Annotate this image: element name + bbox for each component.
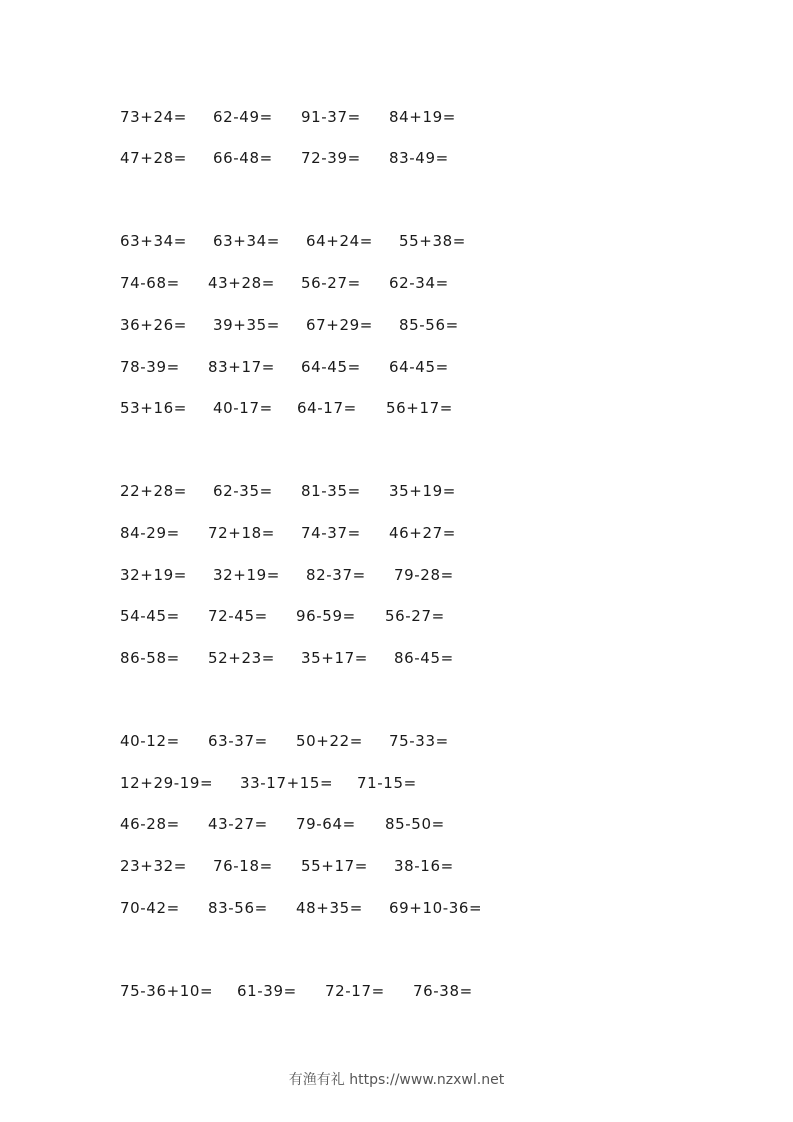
math-problem: 72-39= — [301, 149, 361, 167]
math-problem: 86-45= — [394, 649, 454, 667]
math-problem: 91-37= — [301, 108, 361, 126]
math-problem: 46-28= — [120, 815, 180, 833]
math-problem: 83+17= — [208, 358, 275, 376]
math-problem: 96-59= — [296, 607, 356, 625]
math-problem: 56-27= — [385, 607, 445, 625]
problem-row — [0, 105, 793, 129]
math-problem: 72+18= — [208, 524, 275, 542]
problem-row — [0, 812, 793, 836]
math-problem: 55+17= — [301, 857, 368, 875]
math-problem: 39+35= — [213, 316, 280, 334]
problem-row — [0, 271, 793, 295]
math-problem: 50+22= — [296, 732, 363, 750]
problem-row — [0, 146, 793, 170]
math-problem: 85-50= — [385, 815, 445, 833]
math-problem: 54-45= — [120, 607, 180, 625]
math-problem: 53+16= — [120, 399, 187, 417]
problem-row — [0, 604, 793, 628]
math-problem: 52+23= — [208, 649, 275, 667]
math-problem: 63+34= — [213, 232, 280, 250]
math-problem: 86-58= — [120, 649, 180, 667]
math-problem: 62-34= — [389, 274, 449, 292]
math-problem: 61-39= — [237, 982, 297, 1000]
math-problem: 79-28= — [394, 566, 454, 584]
math-problem: 79-64= — [296, 815, 356, 833]
math-problem: 43+28= — [208, 274, 275, 292]
math-problem: 69+10-36= — [389, 899, 483, 917]
problem-row — [0, 771, 793, 795]
math-problem: 56-27= — [301, 274, 361, 292]
problem-row — [0, 229, 793, 253]
math-problem: 56+17= — [386, 399, 453, 417]
math-problem: 64+24= — [306, 232, 373, 250]
problem-row — [0, 313, 793, 337]
math-problem: 33-17+15= — [240, 774, 334, 792]
footer-watermark: 有渔有礼 https://www.nzxwl.net — [288, 1072, 505, 1088]
math-problem: 74-68= — [120, 274, 180, 292]
math-problem: 40-17= — [213, 399, 273, 417]
math-problem: 35+19= — [389, 482, 456, 500]
math-problem: 84+19= — [389, 108, 456, 126]
math-problem: 38-16= — [394, 857, 454, 875]
math-problem: 72-17= — [325, 982, 385, 1000]
math-problem: 76-18= — [213, 857, 273, 875]
math-problem: 62-35= — [213, 482, 273, 500]
math-problem: 83-49= — [389, 149, 449, 167]
problem-row — [0, 396, 793, 420]
math-problem: 73+24= — [120, 108, 187, 126]
math-problem: 63-37= — [208, 732, 268, 750]
problem-row — [0, 896, 793, 920]
math-problem: 63+34= — [120, 232, 187, 250]
math-problem: 74-37= — [301, 524, 361, 542]
math-problem: 55+38= — [399, 232, 466, 250]
math-problem: 64-45= — [301, 358, 361, 376]
math-problem: 23+32= — [120, 857, 187, 875]
math-problem: 75-36+10= — [120, 982, 214, 1000]
math-problem: 76-38= — [413, 982, 473, 1000]
math-problem: 75-33= — [389, 732, 449, 750]
math-problem: 67+29= — [306, 316, 373, 334]
problem-row — [0, 521, 793, 545]
math-problem: 66-48= — [213, 149, 273, 167]
math-problem: 35+17= — [301, 649, 368, 667]
math-problem: 81-35= — [301, 482, 361, 500]
problem-row — [0, 729, 793, 753]
math-problem: 62-49= — [213, 108, 273, 126]
math-problem: 32+19= — [120, 566, 187, 584]
math-problem: 47+28= — [120, 149, 187, 167]
math-problem: 71-15= — [357, 774, 417, 792]
math-problem: 36+26= — [120, 316, 187, 334]
math-problem: 83-56= — [208, 899, 268, 917]
math-problem: 85-56= — [399, 316, 459, 334]
math-problem: 84-29= — [120, 524, 180, 542]
math-problem: 46+27= — [389, 524, 456, 542]
math-problem: 72-45= — [208, 607, 268, 625]
math-problem: 78-39= — [120, 358, 180, 376]
problem-row — [0, 479, 793, 503]
math-problem: 64-17= — [297, 399, 357, 417]
math-problem: 64-45= — [389, 358, 449, 376]
math-problem: 70-42= — [120, 899, 180, 917]
problem-row — [0, 854, 793, 878]
problem-row — [0, 646, 793, 670]
math-problem: 12+29-19= — [120, 774, 214, 792]
math-problem: 22+28= — [120, 482, 187, 500]
problem-row — [0, 563, 793, 587]
math-problem: 43-27= — [208, 815, 268, 833]
math-problem: 40-12= — [120, 732, 180, 750]
math-problem: 82-37= — [306, 566, 366, 584]
problem-row — [0, 979, 793, 1003]
math-problem: 32+19= — [213, 566, 280, 584]
math-problem: 48+35= — [296, 899, 363, 917]
problem-row — [0, 355, 793, 379]
